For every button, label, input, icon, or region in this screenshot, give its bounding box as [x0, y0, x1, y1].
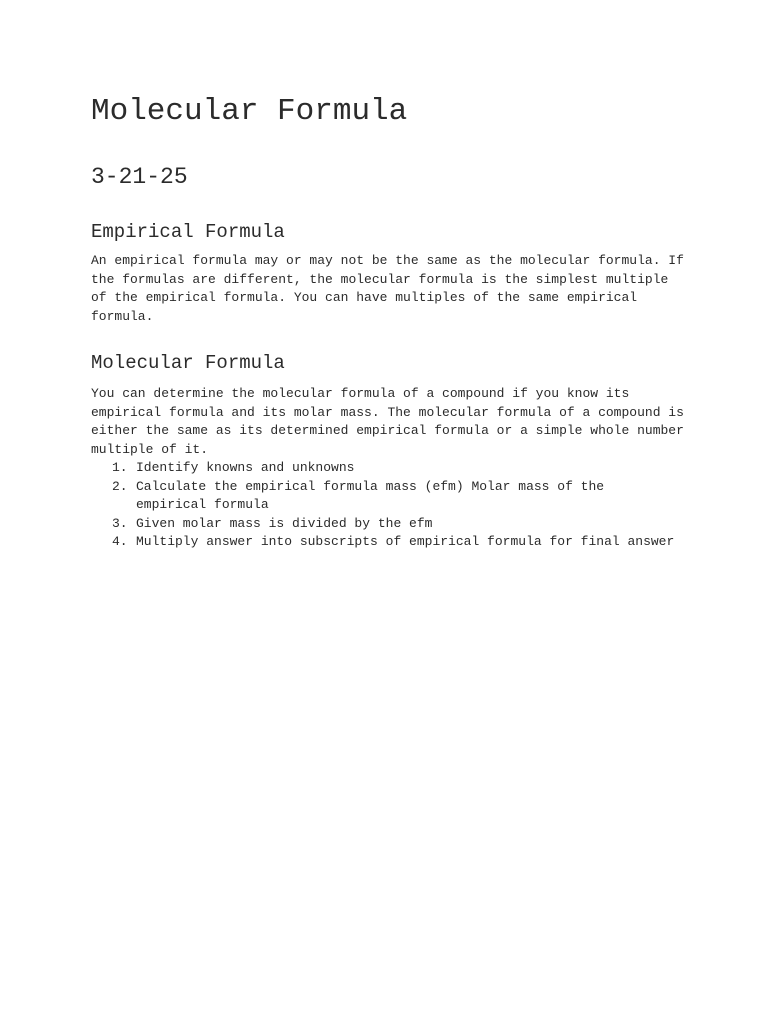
step-number: 4. [112, 534, 128, 550]
section-heading-empirical-formula: Empirical Formula [91, 221, 285, 243]
step-text: Given molar mass is divided by the efm [136, 515, 433, 531]
step-number: 3. [112, 515, 128, 531]
step-number: 1. [112, 460, 128, 475]
list-item [91, 478, 681, 515]
list-item [91, 515, 681, 534]
step-text: Multiply answer into subscripts of empirical formula for final answer [136, 534, 675, 550]
empirical-formula-paragraph: An empirical formula may or may not be the same as the molecular formula. If the formulas are different, the molecular formula is the simplest multiple of the empirical formula. You can have multiples of the same empirical formula. [91, 253, 684, 324]
list-item [91, 459, 681, 478]
document-title: Molecular Formula [91, 94, 408, 129]
document-date: 3-21-25 [91, 164, 188, 190]
molecular-formula-paragraph: You can determine the molecular formula of a compound if you know its empirical formula and its molar mass. The molecular formula of a compound is either the same as its determined empirical formula or a simple whole number multiple of it. [91, 386, 684, 457]
steps-list [91, 459, 691, 552]
step-text: Calculate the empirical formula mass (efm) Molar mass of the empirical formula [136, 478, 605, 513]
list-item [91, 533, 681, 552]
step-text: Identify knowns and unknowns [136, 460, 355, 475]
step-number: 2. [112, 478, 128, 494]
section-heading-molecular-formula: Molecular Formula [91, 352, 285, 374]
